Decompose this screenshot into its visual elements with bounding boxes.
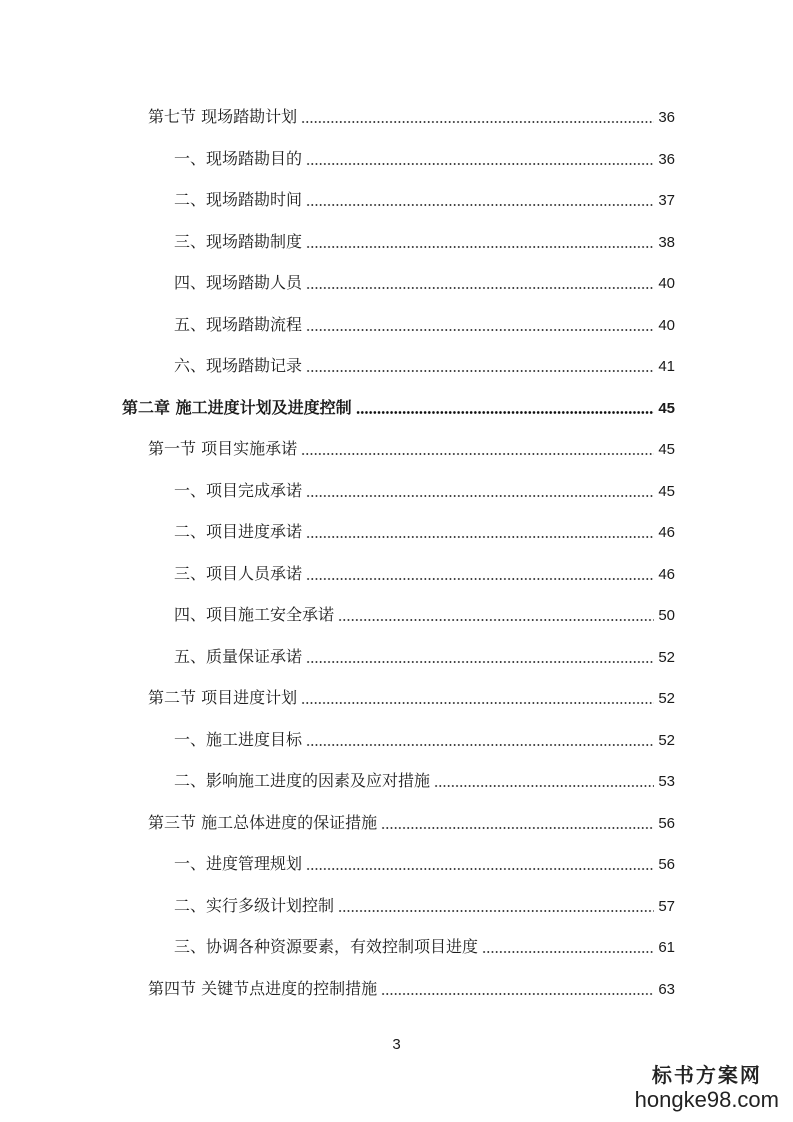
toc-entry-label: 二、影响施工进度的因素及应对措施 <box>174 771 431 790</box>
toc-entry[interactable] <box>174 892 675 920</box>
toc-entry[interactable] <box>148 809 675 837</box>
toc-entry[interactable] <box>174 186 675 214</box>
dot-leader <box>306 370 654 372</box>
toc-entry[interactable] <box>174 643 675 671</box>
toc-entry[interactable] <box>174 269 675 297</box>
watermark-url: hongke98.com <box>634 1087 779 1112</box>
toc-entry[interactable] <box>174 145 675 173</box>
toc-entry-label: 二、现场踏勘时间 <box>174 190 303 209</box>
dot-leader <box>306 163 654 165</box>
watermark-title: 标书方案网 <box>651 1063 762 1087</box>
watermark <box>635 1063 779 1113</box>
toc-entry-page: 41 <box>658 358 675 375</box>
toc-entry[interactable] <box>174 933 675 961</box>
dot-leader <box>482 951 654 953</box>
toc-entry-page: 46 <box>658 566 675 583</box>
toc-entry-page: 40 <box>658 317 675 334</box>
dot-leader <box>306 329 654 331</box>
toc-entry-label: 第七节 现场踏勘计划 <box>148 107 298 126</box>
toc-entry-label: 六、现场踏勘记录 <box>174 356 303 375</box>
toc-entry[interactable] <box>174 601 675 629</box>
toc-entry-label: 一、进度管理规划 <box>174 854 303 873</box>
toc-entry[interactable] <box>148 435 675 463</box>
dot-leader <box>306 287 654 289</box>
toc-entry-label: 二、实行多级计划控制 <box>174 896 335 915</box>
toc-entry-page: 52 <box>658 732 675 749</box>
toc-entry-page: 63 <box>658 981 675 998</box>
dot-leader <box>338 619 654 621</box>
toc-entry[interactable] <box>174 311 675 339</box>
toc-entry-label: 第四节 关键节点进度的控制措施 <box>148 979 378 998</box>
toc-entry-page: 38 <box>658 234 675 251</box>
toc-entry-label: 五、现场踏勘流程 <box>174 315 303 334</box>
toc-entry-page: 61 <box>658 939 675 956</box>
toc-entry[interactable] <box>174 767 675 795</box>
toc-entry-page: 46 <box>658 524 675 541</box>
toc-entry-page: 50 <box>658 607 675 624</box>
dot-leader <box>306 744 654 746</box>
dot-leader <box>306 536 654 538</box>
toc-entry[interactable] <box>174 518 675 546</box>
toc-entry[interactable] <box>174 228 675 256</box>
toc-entry-page: 37 <box>658 192 675 209</box>
dot-leader <box>306 246 654 248</box>
toc-entry-page: 45 <box>658 441 675 458</box>
toc-entry-page: 36 <box>658 151 675 168</box>
dot-leader <box>306 661 654 663</box>
dot-leader <box>306 578 654 580</box>
toc-entry-label: 四、现场踏勘人员 <box>174 273 303 292</box>
dot-leader <box>301 453 654 455</box>
toc-entry-page: 56 <box>658 856 675 873</box>
dot-leader <box>301 121 654 123</box>
dot-leader <box>356 411 655 414</box>
toc-entry[interactable] <box>174 560 675 588</box>
toc-entry[interactable] <box>174 850 675 878</box>
dot-leader <box>306 868 654 870</box>
toc-entry[interactable] <box>148 975 675 1003</box>
toc-entry-label: 一、项目完成承诺 <box>174 481 303 500</box>
dot-leader <box>434 785 654 787</box>
toc-entry-page: 52 <box>658 649 675 666</box>
toc-entry-label: 第二章 施工进度计划及进度控制 <box>122 398 352 417</box>
dot-leader <box>306 495 654 497</box>
toc-entry-page: 56 <box>658 815 675 832</box>
toc-entry-label: 第三节 施工总体进度的保证措施 <box>148 813 378 832</box>
toc-entry[interactable] <box>174 477 675 505</box>
toc-entry-label: 二、项目进度承诺 <box>174 522 303 541</box>
toc-entry-page: 36 <box>658 109 675 126</box>
toc-entry-page: 57 <box>658 898 675 915</box>
dot-leader <box>306 204 654 206</box>
toc-entry[interactable] <box>148 684 675 712</box>
dot-leader <box>381 993 654 995</box>
toc-entry-label: 一、施工进度目标 <box>174 730 303 749</box>
toc-chapter-entry[interactable] <box>122 394 675 422</box>
dot-leader <box>301 702 654 704</box>
toc-entry-label: 四、项目施工安全承诺 <box>174 605 335 624</box>
toc-entry[interactable] <box>174 352 675 380</box>
toc-entry-label: 三、项目人员承诺 <box>174 564 303 583</box>
toc-entry-label: 一、现场踏勘目的 <box>174 149 303 168</box>
toc-entry-page: 40 <box>658 275 675 292</box>
toc-entry-page: 45 <box>658 483 675 500</box>
page-number: 3 <box>392 1036 401 1053</box>
toc-entry[interactable] <box>174 726 675 754</box>
toc-entry-label: 五、质量保证承诺 <box>174 647 303 666</box>
toc-entry-page: 45 <box>658 400 675 417</box>
toc-entry-label: 三、协调各种资源要素，有效控制项目进度 <box>174 937 479 956</box>
dot-leader <box>338 910 654 912</box>
toc-entry[interactable] <box>148 103 675 131</box>
toc-entry-page: 52 <box>658 690 675 707</box>
dot-leader <box>381 827 654 829</box>
toc-entry-label: 第一节 项目实施承诺 <box>148 439 298 458</box>
toc-entry-page: 53 <box>658 773 675 790</box>
toc-entry-label: 三、现场踏勘制度 <box>174 232 303 251</box>
toc-entry-label: 第二节 项目进度计划 <box>148 688 298 707</box>
